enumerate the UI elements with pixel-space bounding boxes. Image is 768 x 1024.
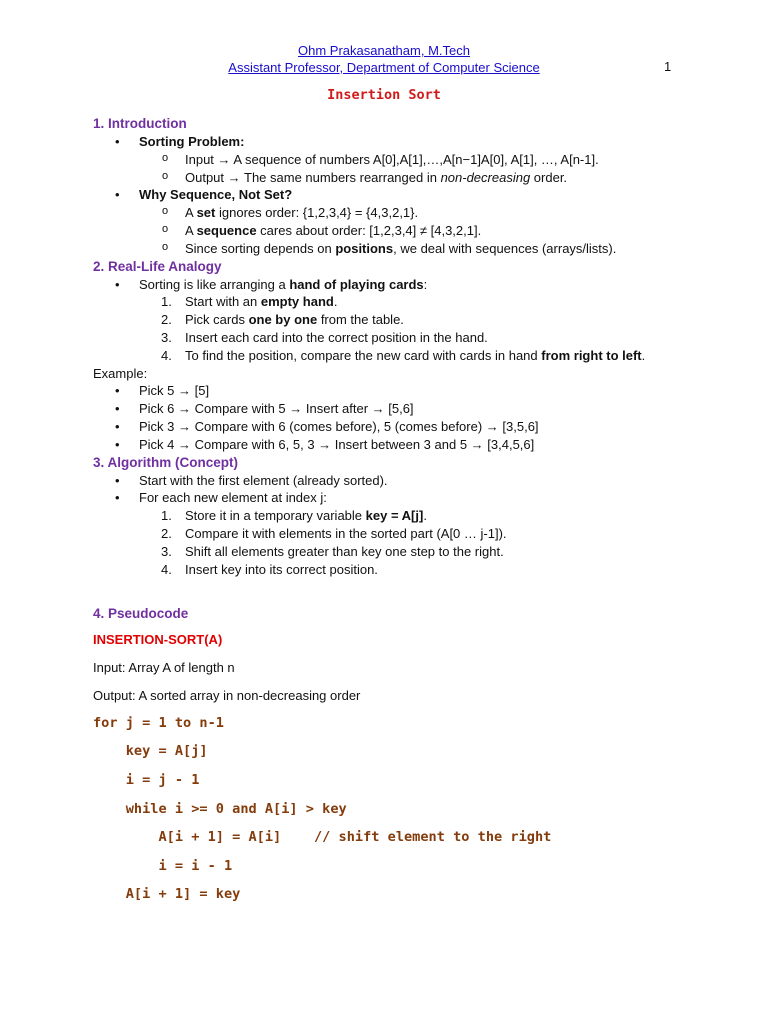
- section-heading-algorithm: 3. Algorithm (Concept): [93, 454, 238, 470]
- section-heading-analogy: 2. Real-Life Analogy: [93, 258, 222, 274]
- step-number: 2.: [161, 525, 172, 541]
- why-sequence-label: Why Sequence, Not Set?: [139, 187, 293, 203]
- analogy-lead-bold: hand of playing cards: [289, 276, 424, 292]
- step-bold: one by one: [248, 312, 318, 328]
- code-line: A[i + 1] = key: [93, 886, 241, 903]
- example-label: Example:: [93, 365, 148, 381]
- example-item: • Pick 3 → Compare with 6 (comes before), 5 (comes before) → [3,5,6]: [93, 418, 693, 436]
- numbered-step: [93, 543, 693, 561]
- code-line: A[i + 1] = A[i] // shift element to the right: [93, 829, 552, 846]
- spacer: [93, 578, 693, 605]
- input-text: Input → A sequence of numbers A[0],A[1],…,A[n−1]A[0], A[1], …, A[n-1].: [185, 151, 599, 167]
- set-pre: A: [185, 205, 197, 221]
- why-sequence-sublist: [139, 204, 693, 257]
- code-line: i = i - 1: [93, 857, 233, 874]
- example-item: • Pick 6 → Compare with 5 → Insert after → [5,6]: [93, 400, 693, 418]
- list-item-output: [93, 169, 693, 187]
- list-item-set: [93, 204, 693, 222]
- since-pre: Since sorting depends on: [185, 240, 336, 256]
- analogy-steps: [139, 293, 693, 364]
- numbered-step: [93, 561, 693, 579]
- pseudocode-input: Input: Array A of length n: [93, 660, 235, 676]
- seq-rest: cares about order: [1,2,3,4] ≠ [4,3,2,1].: [256, 222, 482, 238]
- list-item: [93, 186, 693, 257]
- output-text-post: order.: [530, 169, 568, 185]
- page-header: [0, 42, 768, 76]
- author-link[interactable]: Ohm Prakasanatham, M.Tech: [298, 43, 470, 58]
- sorting-problem-sublist: [139, 151, 693, 187]
- example-item: • Pick 5 → [5]: [93, 382, 693, 400]
- step-number: 4.: [161, 561, 172, 577]
- step-post: .: [333, 294, 338, 310]
- code-line: key = A[j]: [93, 743, 208, 760]
- algorithm-list: [93, 472, 693, 579]
- step-number: 1.: [161, 508, 172, 524]
- numbered-step: [93, 293, 693, 311]
- algorithm-bullet-text: For each new element at index j:: [139, 490, 327, 506]
- list-item: [93, 133, 693, 186]
- numbered-step: [93, 329, 693, 347]
- seq-word: sequence: [196, 222, 257, 238]
- position-link[interactable]: Assistant Professor, Department of Computer Science: [228, 60, 540, 75]
- step-number: 4.: [161, 347, 172, 363]
- set-rest: ignores order: {1,2,3,4} = {4,3,2,1}.: [215, 205, 419, 221]
- section-heading-introduction: 1. Introduction: [93, 116, 187, 131]
- step-number: 1.: [161, 294, 172, 310]
- step-text: Store it in a temporary variable: [185, 508, 366, 524]
- step-post: from the table.: [317, 312, 404, 328]
- intro-list: [93, 133, 693, 258]
- code-line: i = j - 1: [93, 771, 200, 788]
- list-item: [93, 276, 693, 365]
- step-post: .: [641, 347, 646, 363]
- step-text: Compare it with elements in the sorted part (A[0 … j-1]).: [185, 525, 507, 541]
- pseudocode-output: Output: A sorted array in non-decreasing order: [93, 687, 361, 703]
- list-item: [93, 489, 693, 578]
- code-line: while i >= 0 and A[i] > key: [93, 800, 347, 817]
- numbered-step: [93, 347, 693, 365]
- analogy-list: [93, 276, 693, 365]
- list-item: • Start with the first element (already sorted).: [93, 472, 693, 490]
- step-number: 2.: [161, 312, 172, 328]
- step-text: Insert key into its correct position.: [185, 561, 378, 577]
- procedure-name: INSERTION-SORT(A): [93, 632, 223, 648]
- step-bold: from right to left: [541, 347, 642, 363]
- example-item: • Pick 4 → Compare with 6, 5, 3 → Insert between 3 and 5 → [3,4,5,6]: [93, 436, 693, 454]
- since-word: positions: [335, 240, 394, 256]
- output-text-pre: Output → The same numbers rearranged in: [185, 169, 441, 185]
- example-list: [93, 382, 693, 453]
- algorithm-steps: [139, 507, 693, 578]
- step-number: 3.: [161, 543, 172, 559]
- seq-pre: A: [185, 222, 197, 238]
- step-number: 3.: [161, 329, 172, 345]
- code-line: for j = 1 to n-1: [93, 714, 224, 731]
- page-number: 1: [664, 59, 672, 74]
- step-bold: empty hand: [260, 294, 334, 310]
- step-bold: key = A[j]: [365, 508, 424, 524]
- step-text: Insert each card into the correct position in the hand.: [185, 329, 488, 345]
- numbered-step: [93, 311, 693, 329]
- analogy-lead-pre: Sorting is like arranging a: [139, 276, 290, 292]
- step-text: Pick cards: [185, 312, 249, 328]
- analogy-lead-post: :: [423, 276, 428, 292]
- step-text: Start with an: [185, 294, 261, 310]
- step-text: To find the position, compare the new card with cards in hand: [185, 347, 542, 363]
- output-text-em: non-decreasing: [440, 169, 531, 185]
- step-text: Shift all elements greater than key one step to the right.: [185, 543, 504, 559]
- step-post: .: [423, 508, 427, 524]
- section-heading-pseudocode: 4. Pseudocode: [93, 606, 189, 622]
- document-body: [93, 115, 693, 909]
- since-rest: , we deal with sequences (arrays/lists).: [393, 240, 617, 256]
- sorting-problem-label: Sorting Problem:: [139, 134, 245, 149]
- numbered-step: [93, 525, 693, 543]
- numbered-step: [93, 507, 693, 525]
- document-title: Insertion Sort: [327, 87, 441, 103]
- list-item-sequence: [93, 222, 693, 240]
- set-word: set: [196, 205, 216, 221]
- list-item-positions: [93, 240, 693, 258]
- list-item-input: [93, 151, 693, 169]
- pseudocode-block: [93, 709, 693, 909]
